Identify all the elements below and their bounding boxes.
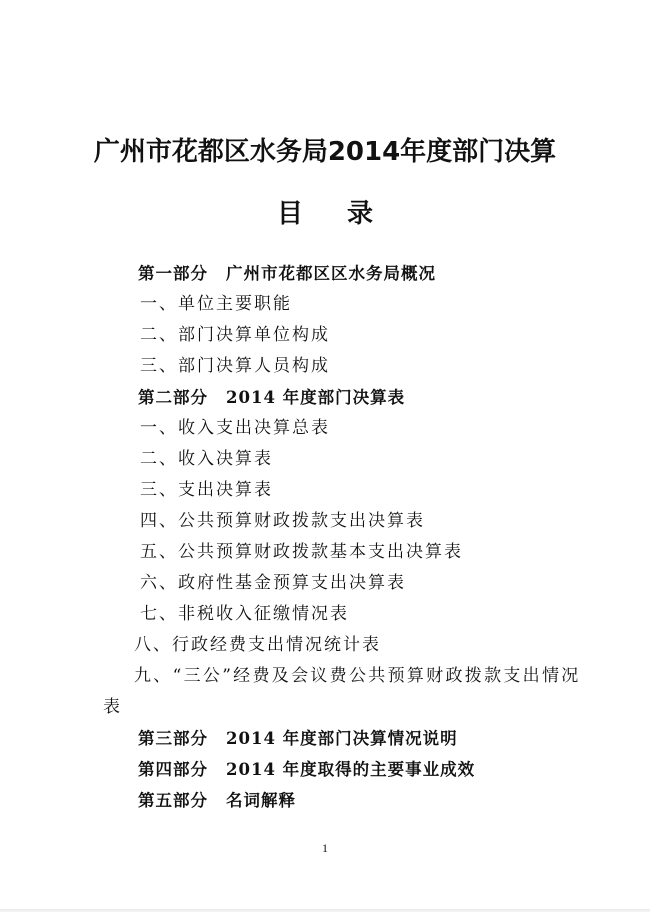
toc-item: 三、支出决算表 — [140, 480, 273, 500]
toc-heading-char-1: 目 — [276, 199, 303, 229]
toc-item: 三、部门决算人员构成 — [140, 356, 330, 376]
toc-part-3: 第三部分 2014 年度部门决算情况说明 — [138, 729, 458, 748]
toc-heading-char-2: 录 — [347, 199, 374, 229]
toc-item: 六、政府性基金预算支出决算表 — [140, 573, 406, 593]
toc-item: 二、部门决算单位构成 — [140, 325, 330, 345]
table-of-contents — [0, 258, 650, 816]
toc-item: 九、“三公”经费及会议费公共预算财政拨款支出情况 — [134, 666, 581, 686]
document-title: 广州市花都区水务局2014年度部门决算 — [93, 137, 557, 167]
page-number: 1 — [322, 841, 328, 855]
scan-edge-divider — [0, 909, 650, 912]
toc-item: 四、公共预算财政拨款支出决算表 — [140, 511, 425, 531]
toc-item: 八、行政经费支出情况统计表 — [134, 635, 381, 655]
toc-item-continuation: 表 — [103, 697, 122, 717]
table-of-contents-heading — [0, 196, 650, 232]
toc-item: 一、收入支出决算总表 — [140, 418, 330, 438]
toc-part-1: 第一部分 广州市花都区区水务局概况 — [138, 264, 436, 283]
toc-item: 五、公共预算财政拨款基本支出决算表 — [140, 542, 463, 562]
toc-item: 七、非税收入征缴情况表 — [140, 604, 349, 624]
toc-part-4: 第四部分 2014 年度取得的主要事业成效 — [138, 760, 476, 779]
toc-item: 二、收入决算表 — [140, 449, 273, 469]
toc-part-5: 第五部分 名词解释 — [138, 791, 296, 810]
toc-item: 一、单位主要职能 — [140, 294, 292, 314]
toc-part-2: 第二部分 2014 年度部门决算表 — [138, 388, 406, 407]
